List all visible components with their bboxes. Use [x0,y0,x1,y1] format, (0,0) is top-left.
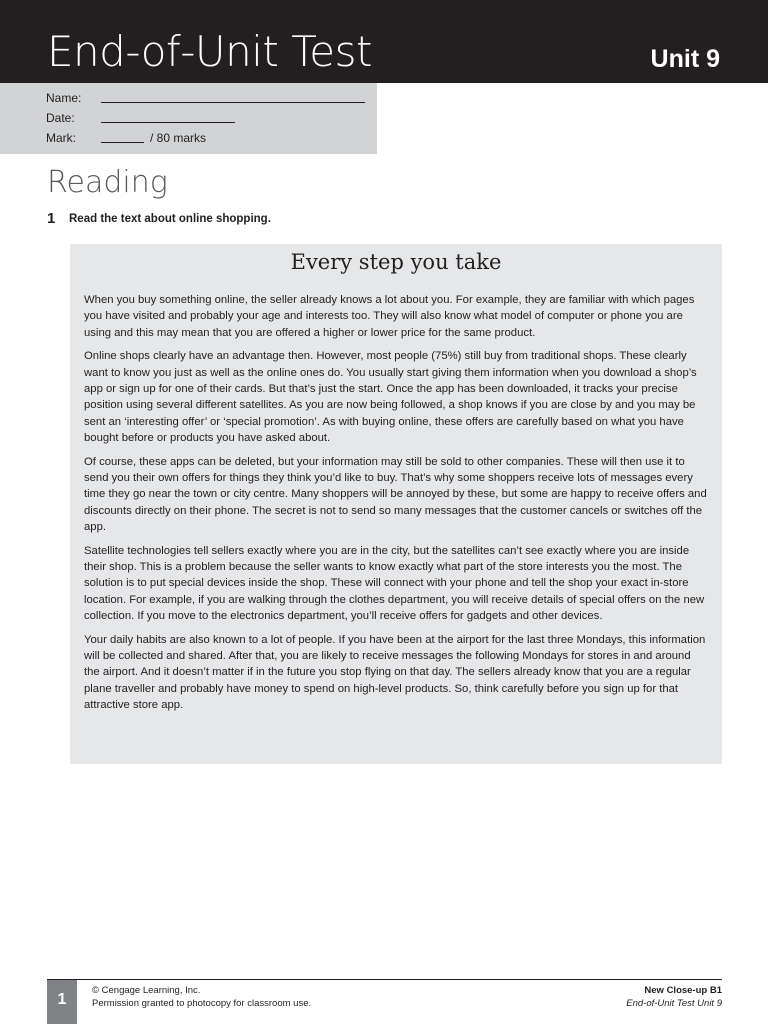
unit-label: Unit 9 [650,45,720,73]
student-info-panel [0,83,377,154]
mark-total: / 80 marks [150,131,207,145]
header-bar [0,0,768,83]
page-title: End-of-Unit Test [47,27,372,76]
book-title: New Close-up B1 [644,985,722,996]
section-heading: Reading [47,165,168,200]
reading-text-box [70,244,722,764]
paragraph: Your daily habits are also known to a lot of people. If you have been at the airport for the last three Mondays, this information will be collected and shared. After that, you are likely to receive messages the following Mondays for stores in and around the airport. And it doesn’t matter if in the future you stop flying on that day. The sellers already know that you are a regular plane traveller and probably have money to spend on high-level products. So, think carefully before you sign up for that attractive store app. [84,633,706,711]
mark-field[interactable] [101,131,144,143]
test-name: End-of-Unit Test Unit 9 [626,998,722,1009]
date-label: Date: [46,111,75,125]
name-label: Name: [46,91,82,105]
task-instruction: Read the text about online shopping. [69,213,271,225]
name-field[interactable] [101,91,365,103]
copyright-text: © Cengage Learning, Inc. [92,985,201,996]
paragraph: When you buy something online, the seller already knows a lot about you. For example, they are familiar with which pages you have visited and probably your age and interests too. They will also know what model of computer or phone you are using and this may mean that you are offered a higher or lower price for the same product. [84,294,695,339]
footer-divider [47,979,722,980]
paragraph: Of course, these apps can be deleted, but your information may still be sold to other companies. These will then use it to send you their own offers for things they think you’d like to buy. That’s why some shoppers receive lots of messages every time they go near the town or city centre. Many shoppers will be annoyed by these, but some are happy to receive offers and discounts directly on their phone. The secret is not to send so many messages that the customer cancels or switches off the app. [84,455,707,533]
reading-title: Every step you take [290,250,502,274]
paragraph: Satellite technologies tell sellers exactly where you are in the city, but the satellites can’t see exactly where you are inside their shop. This is a problem because the seller wants to know exactly what part of the store interests you the most. The solution is to put special devices inside the shop. These will connect with your phone and tell the shop your exact in-store location. For example, if you are walking through the clothes department, you will receive details of special offers on the new collection. If you move to the electronics department, you’ll receive offers for gadgets and other devices. [84,544,705,622]
mark-label: Mark: [46,131,76,145]
task-number: 1 [47,210,56,227]
permission-text: Permission granted to photocopy for classroom use. [92,998,312,1009]
reading-body [84,292,708,721]
footer-book-info [626,984,722,1010]
date-field[interactable] [101,111,235,123]
paragraph: Online shops clearly have an advantage then. However, most people (75%) still buy from traditional shops. These clearly want to know you just as well as the online ones do. You usually start giving them information when you download a shop’s app or sign up for one of their cards. But that’s just the start. Once the app has been downloaded, it tracks your precise position using several different satellites. As you are now being followed, a shop knows if you are close by and you may be sent an ‘interesting offer’ or ‘special promotion’. As with buying online, these offers are carefully based on what you have bought before or products you have asked about. [84,350,697,444]
footer-copyright [92,984,311,1010]
page-number: 1 [47,980,77,1024]
